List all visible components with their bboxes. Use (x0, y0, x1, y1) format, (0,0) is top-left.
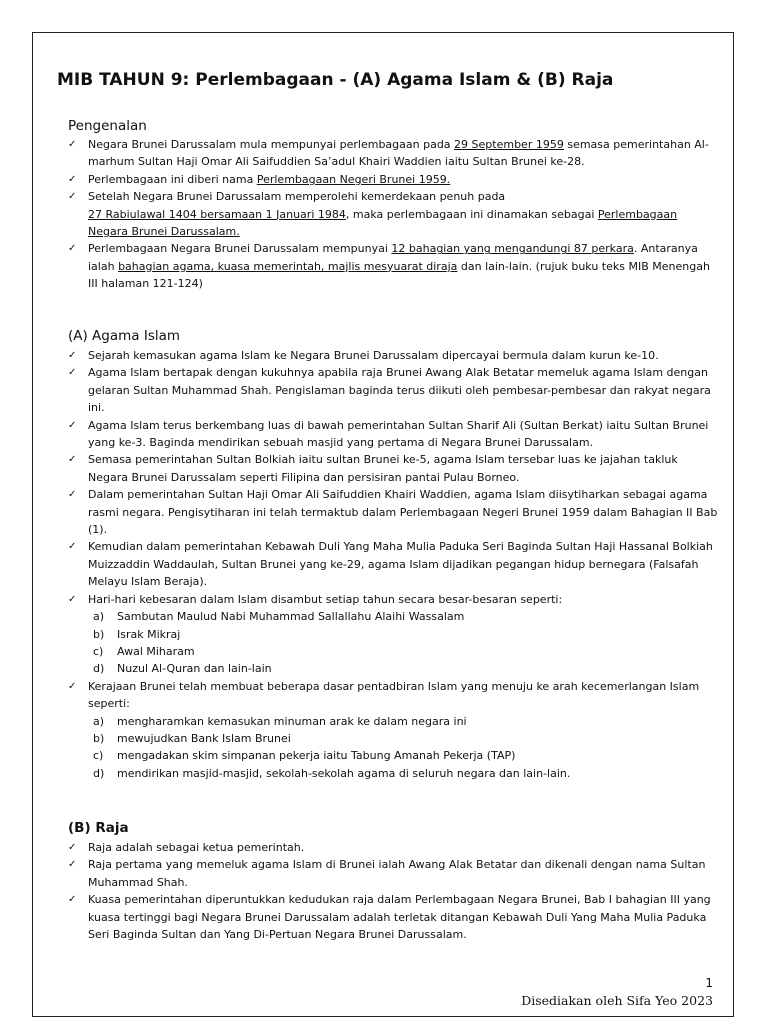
underlined-name: Perlembagaan Negara Brunei Darussalam. (88, 207, 678, 239)
sublist-letter: a) (93, 714, 105, 728)
list-item: ✓ Raja pertama yang memeluk agama Islam di Brunei ialah Awang Alak Betatar dan dikenali dengan nama Sultan Muhammad Shah. (68, 856, 718, 891)
list-item: ✓ Sejarah kemasukan agama Islam ke Negara Brunei Darussalam dipercayai bermula dalam kurun ke-10. (68, 347, 718, 364)
footer-credit: Disediakan oleh Sifa Yeo 2023 (521, 993, 713, 1008)
heading-raja: (B) Raja (68, 820, 129, 836)
sublist-letter: d) (93, 662, 105, 676)
sublist-letter: d) (93, 766, 105, 780)
item-text: Perlembagaan ini diberi nama (88, 172, 257, 186)
sublist-text: mewujudkan Bank Islam Brunei (117, 731, 291, 745)
sublist-item (93, 626, 718, 643)
page-number: 1 (705, 976, 713, 990)
list-item: ✓ Agama Islam bertapak dengan kukuhnya apabila raja Brunei Awang Alak Betatar memeluk agama Islam dengan gelaran Sultan Muhammad Shah. Pengislaman baginda terus diikuti oleh pembesar-pembesar dan rakyat negara ini. (68, 364, 718, 416)
heading-agama-islam: (A) Agama Islam (68, 328, 181, 344)
sublist-text: mengadakan skim simpanan pekerja iaitu Tabung Amanah Pekerja (TAP) (117, 749, 516, 763)
list-item (68, 678, 718, 782)
sublist-letter: a) (93, 610, 105, 624)
sublist-letter: c) (93, 644, 104, 658)
sublist-hari-kebesaran (88, 608, 718, 678)
item-text: Negara Brunei Darussalam mula mempunyai perlembagaan pada (88, 138, 455, 151)
underlined-text: bahagian agama, kuasa memerintah, majlis mesyuarat diraja (118, 259, 458, 273)
list-item (68, 240, 718, 292)
section-pengenalan (68, 118, 718, 293)
list-item (68, 188, 718, 240)
list-item: ✓ Kuasa pemerintahan diperuntukkan kedudukan raja dalam Perlembagaan Negara Brunei, Bab I bahagian III yang kuasa tertinggi bagi Negara Brunei Darussalam adalah terletak ditangan Kebawah Duli Yang Maha Mulia Paduka Seri Baginda Sultan dan Yang Di-Pertuan Negara Brunei Darussalam. (68, 891, 718, 943)
underlined-date: 27 Rabiulawal 1404 bersamaan 1 Januari 1984 (88, 207, 346, 221)
sublist-letter: b) (93, 731, 105, 745)
item-text: , maka perlembagaan ini dinamakan sebagai (345, 207, 598, 221)
item-text: Hari-hari kebesaran dalam Islam disambut setiap tahun secara besar-besaran seperti: (88, 592, 563, 606)
sublist-letter: b) (93, 627, 105, 641)
list-item: ✓ Raja adalah sebagai ketua pemerintah. (68, 839, 718, 856)
page-title: MIB TAHUN 9: Perlembagaan - (A) Agama Islam & (B) Raja (57, 70, 614, 90)
list-item (68, 591, 718, 678)
sublist-item (93, 660, 718, 677)
list-item (68, 136, 718, 171)
list-item: ✓ Agama Islam terus berkembang luas di bawah pemerintahan Sultan Sharif Ali (Sultan Berkat) iaitu Sultan Brunei yang ke-3. Baginda mendirikan sebuah masjid yang pertama di Negara Brunei Darussalam. (68, 417, 718, 452)
sublist-text: Israk Mikraj (117, 627, 181, 641)
list-item: ✓ Dalam pemerintahan Sultan Haji Omar Ali Saifuddien Khairi Waddien, agama Islam diisytiharkan sebagai agama rasmi negara. Pengisytiharan ini telah termaktub dalam Perlembagaan Negeri Brunei 1959 dalam Bahagian II Bab (1). (68, 486, 718, 538)
underlined-name: Perlembagaan Negeri Brunei 1959. (256, 172, 451, 186)
item-text: Perlembagaan Negara Brunei Darussalam mempunyai (88, 242, 392, 256)
section-raja (68, 820, 718, 943)
underlined-date: 29 September 1959 (454, 138, 564, 151)
heading-pengenalan: Pengenalan (68, 118, 147, 134)
sublist-item (93, 608, 718, 625)
section-agama-islam (68, 328, 718, 782)
list-item (68, 171, 718, 188)
sublist-text: Awal Miharam (117, 644, 195, 658)
sublist-text: mendirikan masjid-masjid, sekolah-sekolah agama di seluruh negara dan lain-lain. (117, 766, 571, 780)
underlined-text: 12 bahagian yang mengandungi 87 perkara (391, 242, 634, 256)
item-text: Setelah Negara Brunei Darussalam memperolehi kemerdekaan penuh pada (88, 190, 506, 204)
sublist-item (93, 730, 718, 747)
sublist-item (93, 713, 718, 730)
list-item: ✓ Semasa pemerintahan Sultan Bolkiah iaitu sultan Brunei ke-5, agama Islam tersebar luas ke jajahan takluk Negara Brunei Darussalam seperti Filipina dan persisiran pantai Pulau Borneo. (68, 451, 718, 486)
sublist-text: Sambutan Maulud Nabi Muhammad Sallallahu Alaihi Wassalam (117, 610, 465, 624)
sublist-text: Nuzul Al-Quran dan lain-lain (117, 662, 272, 676)
sublist-item (93, 643, 718, 660)
item-text: dan lain-lain. (rujuk buku teks MIB Menengah III halaman 121-124) (88, 259, 710, 291)
list-item: ✓ Kemudian dalam pemerintahan Kebawah Duli Yang Maha Mulia Paduka Seri Baginda Sultan Haji Hassanal Bolkiah Muizzaddin Waddaulah, Sultan Brunei yang ke-29, agama Islam dijadikan pegangan hidup bernegara (Falsafah Melayu Islam Beraja). (68, 538, 718, 590)
item-text: Kerajaan Brunei telah membuat beberapa dasar pentadbiran Islam yang menuju ke arah kecemerlangan Islam seperti: (88, 679, 700, 711)
item-text: semasa pemerintahan Al-marhum Sultan Haji Omar Ali Saifuddien Sa’adul Khairi Waddien iaitu Sultan Brunei ke-28. (88, 138, 709, 169)
sublist-dasar-pentadbiran (88, 713, 718, 783)
sublist-letter: c) (93, 749, 104, 763)
sublist-item (93, 747, 718, 764)
item-text: . Antaranya ialah (88, 242, 698, 273)
sublist-text: mengharamkan kemasukan minuman arak ke dalam negara ini (117, 714, 467, 728)
sublist-item (93, 765, 718, 782)
